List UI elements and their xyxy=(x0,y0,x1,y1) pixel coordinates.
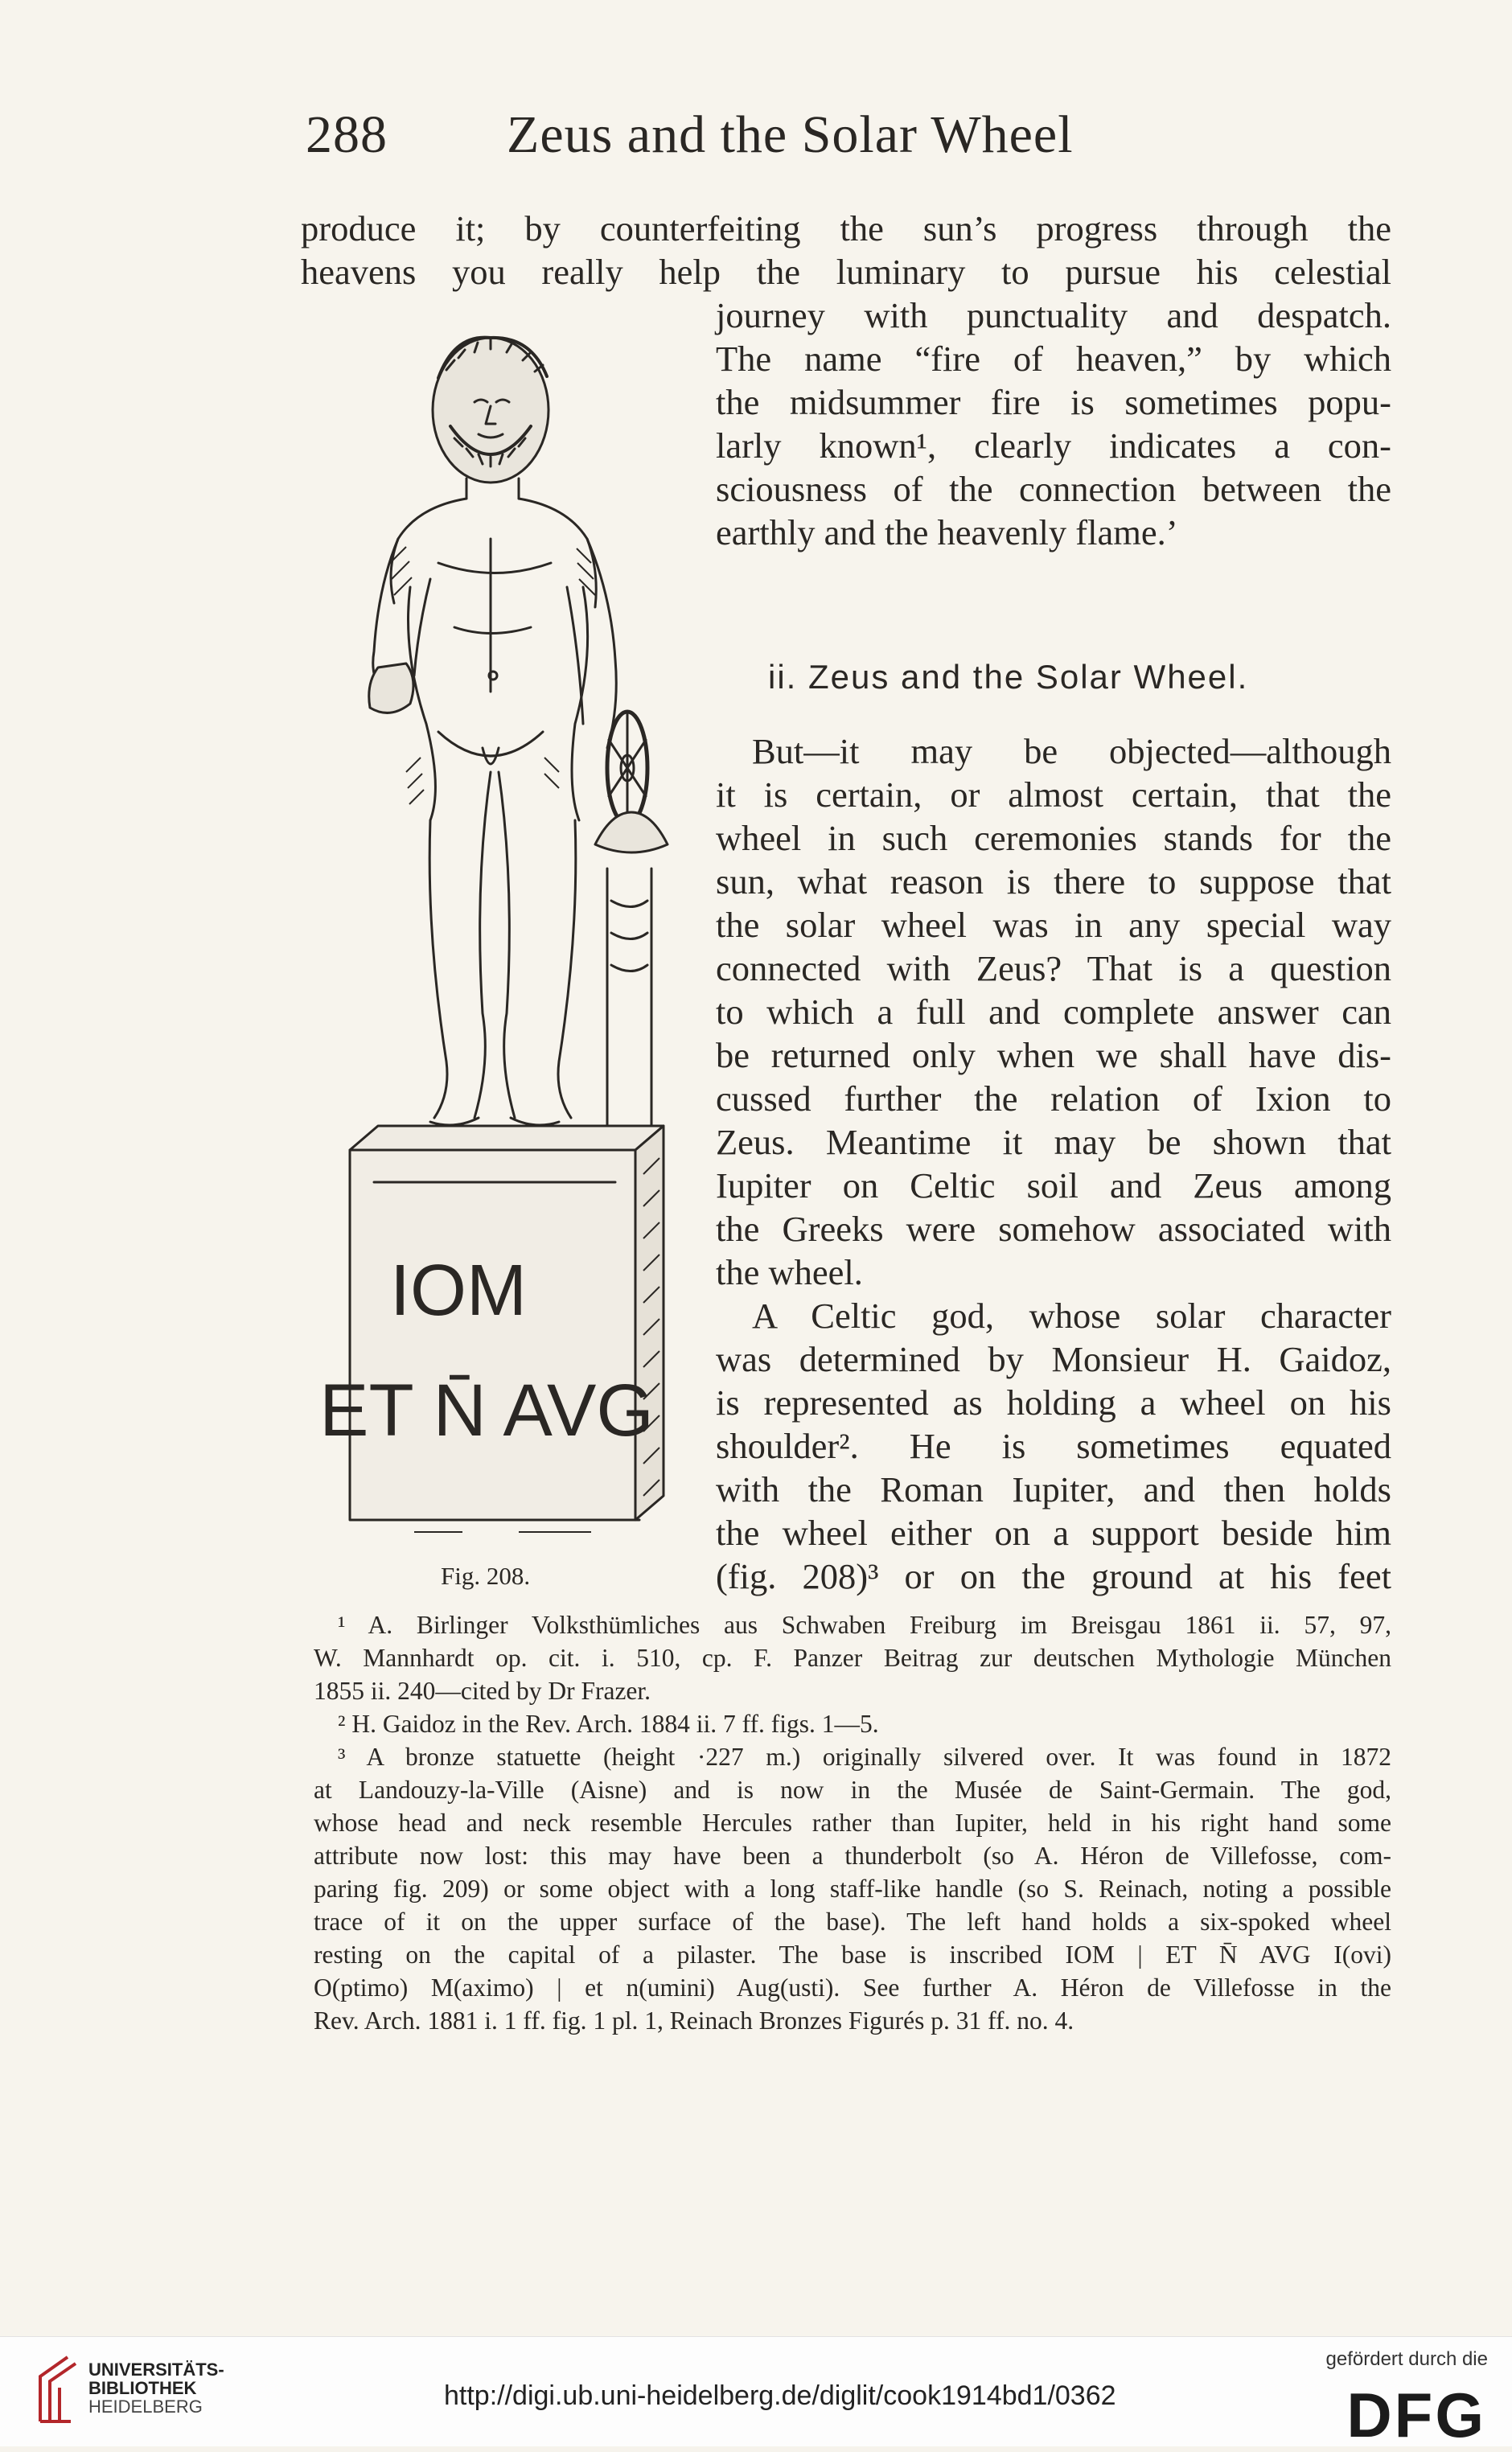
body-line: the wheel. xyxy=(716,1252,863,1292)
body-line: was determined by Monsieur H. Gaidoz, xyxy=(716,1339,1391,1379)
body-line: (fig. 208)³ or on the ground at his feet xyxy=(716,1556,1391,1596)
body-line: Zeus. Meantime it may be shown that xyxy=(716,1122,1391,1162)
body-line: with the Roman Iupiter, and then holds xyxy=(716,1469,1391,1509)
figure-caption: Fig. 208. xyxy=(441,1562,531,1590)
footnote-line: ¹ A. Birlinger Volksthümliches aus Schwaben Freiburg im Breisgau 1861 ii. 57, 97, xyxy=(338,1611,1391,1639)
body-line: But—it may be objected—although xyxy=(752,731,1391,771)
body-line: produce it; by counterfeiting the sun’s progress through the xyxy=(301,208,1391,248)
body-line: shoulder². He is sometimes equated xyxy=(716,1426,1391,1466)
body-line: to which a full and complete answer can xyxy=(716,992,1391,1032)
body-line: earthly and the heavenly flame.’ xyxy=(716,512,1178,552)
library-name-line-2: BIBLIOTHEK xyxy=(88,2378,197,2398)
body-line: Iupiter on Celtic soil and Zeus among xyxy=(716,1165,1391,1205)
body-line: the midsummer fire is sometimes popu- xyxy=(716,382,1391,422)
body-line: be returned only when we shall have dis- xyxy=(716,1035,1391,1075)
body-line: is represented as holding a wheel on his xyxy=(716,1382,1391,1423)
body-line: A Celtic god, whose solar character xyxy=(752,1296,1391,1336)
library-name xyxy=(88,2360,224,2416)
permalink-url[interactable]: http://digi.ub.uni-heidelberg.de/diglit/cook1914bd1/0362 xyxy=(444,2380,1116,2411)
footnote-line: paring fig. 209) or some object with a long staff-like handle (so S. Reinach, noting a possible xyxy=(314,1875,1391,1903)
body-line: the Greeks were somehow associated with xyxy=(716,1209,1391,1249)
footnote-line: ³ A bronze statuette (height ·227 m.) originally silvered over. It was found in 1872 xyxy=(338,1743,1391,1771)
footnote-line: whose head and neck resemble Hercules rather than Iupiter, held in his right hand some xyxy=(314,1809,1391,1837)
dfg-logo[interactable]: DFG xyxy=(1346,2380,1486,2450)
footnote-line: O(ptimo) M(aximo) | et n(umini) Aug(usti). See further A. Héron de Villefosse in the xyxy=(314,1974,1391,2002)
statuette-drawing xyxy=(318,322,684,1552)
body-line: journey with punctuality and despatch. xyxy=(716,295,1391,335)
page-number: 288 xyxy=(306,105,388,164)
footnote-line: W. Mannhardt op. cit. i. 510, cp. F. Panzer Beitrag zur deutschen Mythologie München xyxy=(314,1644,1391,1672)
footnote-line: 1855 ii. 240—cited by Dr Frazer. xyxy=(314,1677,651,1705)
footnote-line: attribute now lost: this may have been a thunderbolt (so A. Héron de Villefosse, com- xyxy=(314,1842,1391,1870)
footnote-line: resting on the capital of a pilaster. The base is inscribed IOM | ET N̄ AVG I(ovi) xyxy=(314,1941,1391,1969)
library-logo-icon[interactable] xyxy=(35,2352,80,2430)
footnote-line: ² H. Gaidoz in the Rev. Arch. 1884 ii. 7 ff. figs. 1—5. xyxy=(338,1710,879,1738)
inscription-line-1: IOM xyxy=(390,1251,527,1331)
body-line: larly known¹, clearly indicates a con- xyxy=(716,425,1391,466)
body-line: the solar wheel was in any special way xyxy=(716,905,1391,945)
body-line: it is certain, or almost certain, that the xyxy=(716,774,1391,815)
inscription-line-2: ET N̄ AVG xyxy=(319,1370,654,1452)
funded-by-label: gefördert durch die xyxy=(1325,2348,1488,2370)
body-line: sciousness of the connection between the xyxy=(716,469,1391,509)
body-line: heavens you really help the luminary to pursue his celestial xyxy=(301,252,1391,292)
page-header xyxy=(298,105,1359,177)
body-line: The name “fire of heaven,” by which xyxy=(716,339,1391,379)
body-line: the wheel either on a support beside him xyxy=(716,1513,1391,1553)
body-line: wheel in such ceremonies stands for the xyxy=(716,818,1391,858)
footnote-line: Rev. Arch. 1881 i. 1 ff. fig. 1 pl. 1, Reinach Bronzes Figurés p. 31 ff. no. 4. xyxy=(314,2006,1074,2035)
body-line: sun, what reason is there to suppose that xyxy=(716,861,1391,902)
footnote-line: at Landouzy-la-Ville (Aisne) and is now in the Musée de Saint-Germain. The god, xyxy=(314,1776,1391,1804)
statuette-illustration xyxy=(318,322,684,1552)
section-heading: ii. Zeus and the Solar Wheel. xyxy=(768,658,1249,696)
library-name-line-3: HEIDELBERG xyxy=(88,2397,203,2417)
footnote-line: trace of it on the upper surface of the base). The left hand holds a six-spoked wheel xyxy=(314,1908,1391,1936)
body-line: connected with Zeus? That is a question xyxy=(716,948,1391,988)
body-line: cussed further the relation of Ixion to xyxy=(716,1078,1391,1119)
running-title: Zeus and the Solar Wheel xyxy=(507,105,1074,164)
library-name-line-1: UNIVERSITÄTS- xyxy=(88,2360,224,2380)
